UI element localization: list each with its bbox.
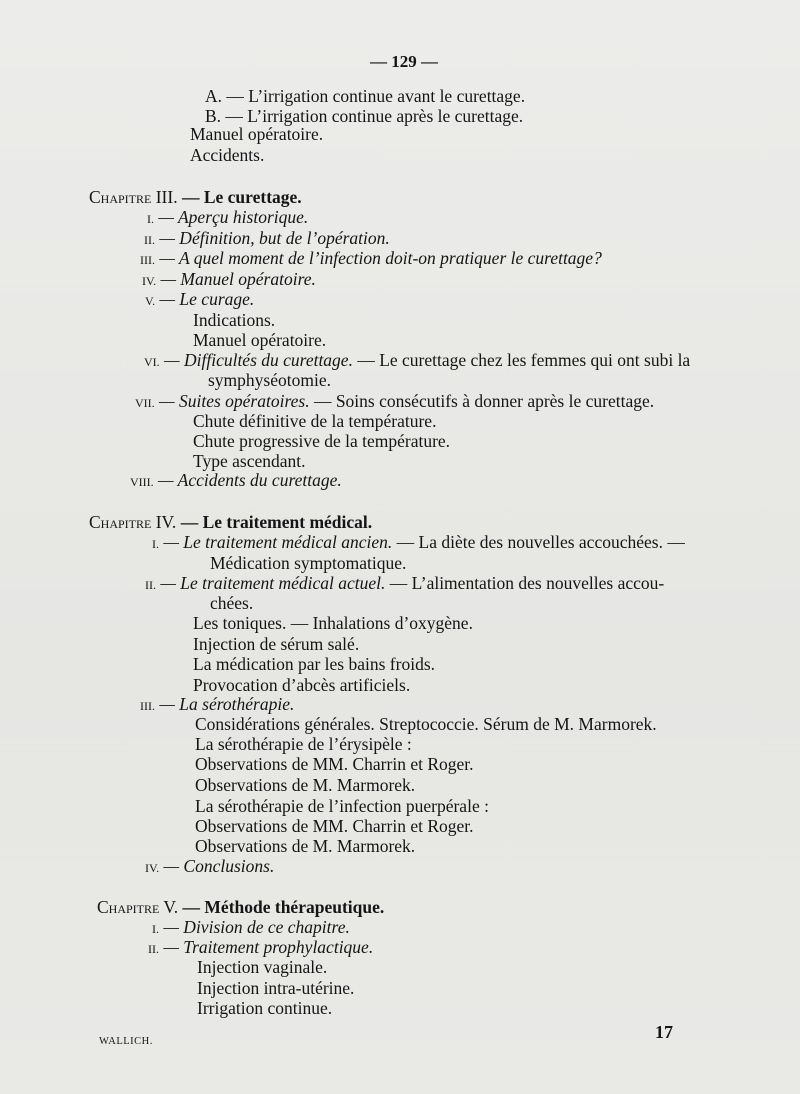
ch3-section-3 <box>140 248 602 270</box>
ch5-section-1 <box>152 917 350 939</box>
section-title: — La sérothérapie. <box>159 694 295 714</box>
ch4-section-4 <box>145 856 274 878</box>
ch4-s2-item: La médication par les bains froids. <box>193 654 436 674</box>
section-number: III. <box>140 253 155 267</box>
section-title: — Définition, but de l’opération. <box>159 228 390 248</box>
chapter-4-title: — Le traitement médical. <box>180 512 373 532</box>
section-number: III. <box>140 699 155 713</box>
section-number: VIII. <box>130 475 154 489</box>
ch4-s3-item: La sérothérapie de l’infection puerpérale : <box>195 796 489 816</box>
ch3-s6-continuation: symphyséotomie. <box>208 370 331 390</box>
section-text: — Soins consécutifs à donner après le curettage. <box>309 391 655 411</box>
ch5-section-2 <box>148 937 373 959</box>
ch3-s5-item: Manuel opératoire. <box>193 330 327 350</box>
section-title: — Le traitement médical ancien. <box>163 532 393 552</box>
ch4-s2-item: Injection de sérum salé. <box>193 634 360 654</box>
section-title: — Manuel opératoire. <box>160 269 316 289</box>
ch3-section-4 <box>142 269 316 291</box>
section-title: — Division de ce chapitre. <box>163 917 350 937</box>
ch3-s7-item: Chute progressive de la température. <box>193 431 451 451</box>
ch4-s3-item: Considérations générales. Streptococcie. Sérum de M. Marmorek. <box>195 714 657 734</box>
ch4-s1-continuation: Médication symptomatique. <box>210 553 407 573</box>
chapter-3-label: Chapitre III. <box>89 187 178 207</box>
ch5-s2-item: Injection intra-utérine. <box>197 978 355 998</box>
section-number: I. <box>147 212 154 226</box>
section-text: — Le curettage chez les femmes qui ont subi la <box>352 350 691 370</box>
ch3-section-2 <box>144 228 390 250</box>
section-number: II. <box>148 942 159 956</box>
chapter-3-title: — Le curettage. <box>181 187 302 207</box>
ch3-section-7 <box>135 391 654 413</box>
section-title: — A quel moment de l’infection doit-on pratiquer le curettage? <box>159 248 602 268</box>
section-title: — Suites opératoires. <box>159 391 310 411</box>
ch4-s2-item: Les toniques. — Inhalations d’oxygène. <box>193 613 473 633</box>
section-title: — Le traitement médical actuel. <box>160 573 386 593</box>
section-text: — L’alimentation des nouvelles accou- <box>385 573 665 593</box>
section-number: II. <box>145 578 156 592</box>
chapter-5-title: — Méthode thérapeutique. <box>182 897 385 917</box>
ch3-section-8 <box>130 470 342 492</box>
ch3-section-1 <box>147 207 308 229</box>
ch3-section-6 <box>144 350 690 372</box>
section-number: V. <box>145 294 156 308</box>
section-title: — Traitement prophylactique. <box>163 937 374 957</box>
chapter-4-label: Chapitre IV. <box>89 512 177 532</box>
footer-author: WALLICH. <box>99 1036 153 1047</box>
section-title: — Difficultés du curettage. <box>164 350 353 370</box>
section-number: VII. <box>135 396 155 410</box>
ch5-s2-item: Irrigation continue. <box>197 998 333 1018</box>
ch4-section-2 <box>145 573 664 595</box>
ch3-s7-item: Chute définitive de la température. <box>193 411 437 431</box>
section-number: IV. <box>142 274 157 288</box>
section-title: — Conclusions. <box>163 856 275 876</box>
ch4-s3-item: La sérothérapie de l’érysipèle : <box>195 734 412 754</box>
section-number: IV. <box>145 861 160 875</box>
intro-line-manuel: Manuel opératoire. <box>190 124 324 144</box>
intro-line-a: A. — L’irrigation continue avant le curettage. <box>205 86 526 106</box>
ch4-s2-continuation: chées. <box>210 593 254 613</box>
ch3-s5-item: Indications. <box>193 310 276 330</box>
chapter-5-label: Chapitre V. <box>97 897 179 917</box>
section-title: — Accidents du curettage. <box>158 470 342 490</box>
ch5-s2-item: Injection vaginale. <box>197 957 328 977</box>
ch4-section-3 <box>140 694 294 716</box>
chapter-3-heading <box>89 187 302 207</box>
ch4-s3-item: Observations de M. Marmorek. <box>195 836 416 856</box>
ch4-s3-item: Observations de MM. Charrin et Roger. <box>195 754 474 774</box>
section-title: — Aperçu historique. <box>158 207 309 227</box>
ch4-s2-item: Provocation d’abcès artificiels. <box>193 675 411 695</box>
section-number: VI. <box>144 355 160 369</box>
ch4-section-1 <box>152 532 685 554</box>
section-text: — La diète des nouvelles accouchées. — <box>392 532 685 552</box>
ch3-section-5 <box>145 289 254 311</box>
ch3-s7-item: Type ascendant. <box>193 451 306 471</box>
ch4-s3-item: Observations de M. Marmorek. <box>195 775 416 795</box>
page-number: — 129 — <box>370 52 438 71</box>
footer-folio: 17 <box>655 1022 673 1042</box>
section-number: I. <box>152 537 159 551</box>
chapter-5-heading <box>97 897 384 917</box>
section-number: I. <box>152 922 159 936</box>
intro-line-b: B. — L’irrigation continue après le curettage. <box>205 106 524 126</box>
intro-line-accidents: Accidents. <box>190 145 265 165</box>
section-number: II. <box>144 233 155 247</box>
ch4-s3-item: Observations de MM. Charrin et Roger. <box>195 816 474 836</box>
section-title: — Le curage. <box>159 289 255 309</box>
chapter-4-heading <box>89 512 372 532</box>
